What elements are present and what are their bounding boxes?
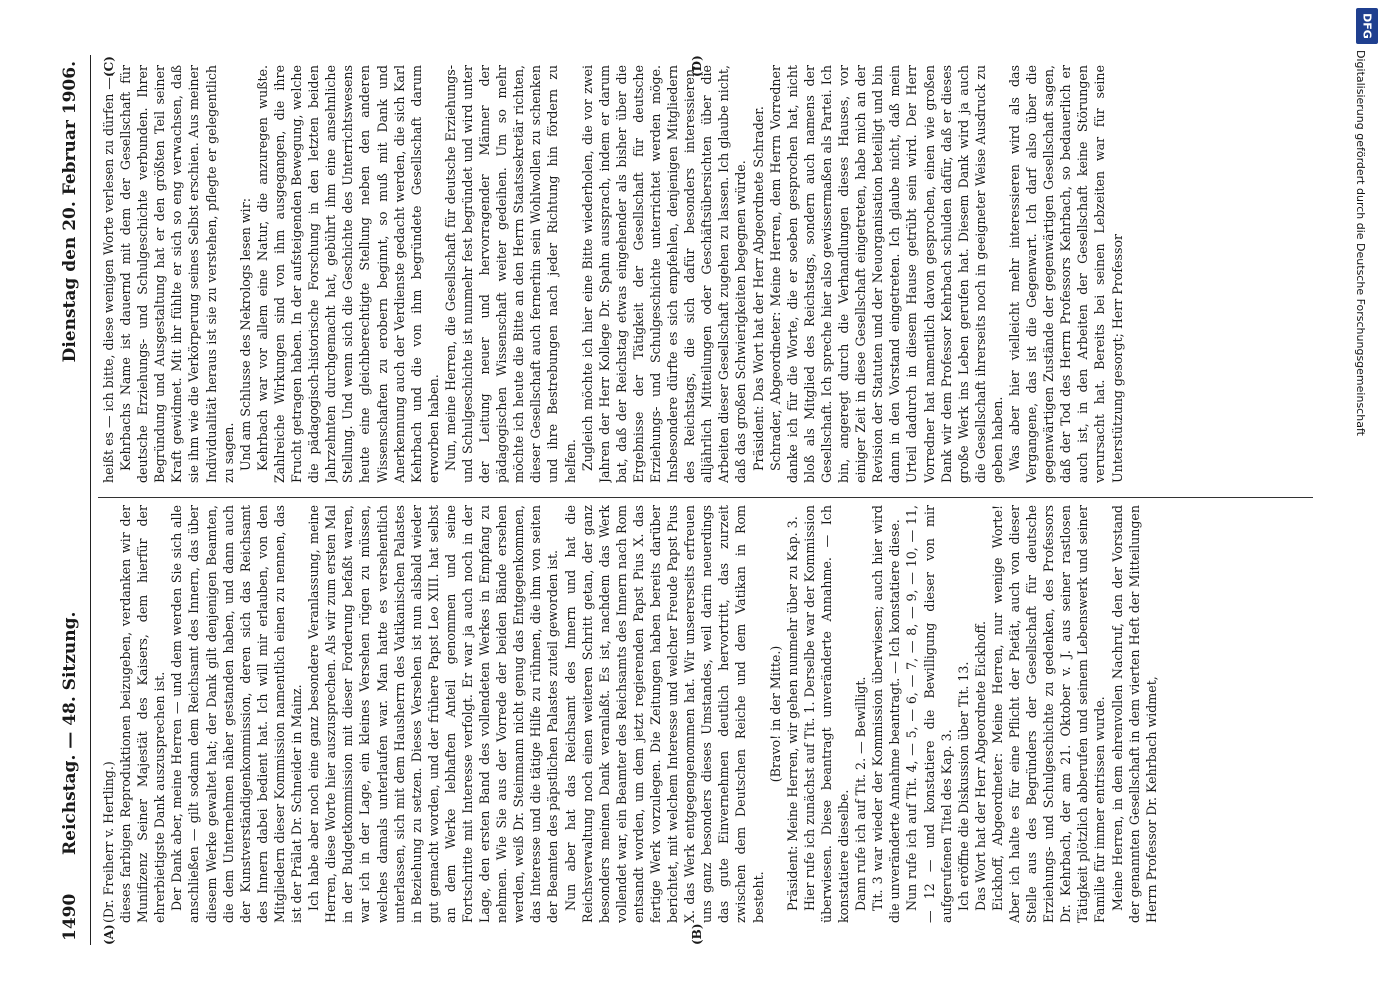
paragraph: Hier rufe ich zunächst auf Tit. 1. Derselbe war der Kommission überwiesen. Diese beantragt unveränderte Annahme. — Ich konstatiere dieselbe. [801,505,852,923]
paragraph: Was aber hier vielleicht mehr interessieren wird als das Vergangene, das ist die Gegenwart. Ich darf also über die gegenwärtigen Zustände der gegenwärtigen Gesellschaft sagen, daß der Tod des Herrn Professors Kehrbach, so bedauerlich er auch ist, in den Arbeiten der Gesellschaft keine Störungen verursacht hat. Bereits bei seinen Lebzeiten war für seine Unterstützung gesorgt; Herr Professor [1006,65,1125,483]
margin-mark-d: (D) [690,55,704,77]
paragraph: Ich eröffne die Diskussion über Tit. 13. [955,661,971,911]
president-statement: Präsident: Meine Herren, wir gehen nunmehr über zu Kap. 3. [784,516,800,911]
paragraph: Nun, meine Herren, die Gesellschaft für deutsche Erziehungs- und Schulgeschichte ist nunmehr fest begründet und wird unter der Leitung neuer und hervorragender Männer der pädagogischen Wissenschaft weiter gedeihen. Um so mehr möchte ich heute die Bitte an den Herrn Staatssekretär richten, dieser Gesellschaft auch fernerhin sein Wohlwollen zu schenken und ihre Bestrebungen nach jeder Richtung hin fördern zu helfen. [442,65,578,483]
paragraph: heißt es — ich bitte, diese wenigen Worte verlesen zu dürfen —: [101,72,116,483]
quotation: Kehrbach war vor allem eine Natur, die anzuregen wußte. Zahlreiche Wirkungen sind von ihm ausgegangen, die ihre Frucht getragen haben. In der aufsteigenden Bewegung, welche die pädagogisch-historische Forschung in den letzten beiden Jahrzehnten durchgemacht hat, gebührt ihm eine ansehnliche Stellung. Und wenn sich die Geschichte des Unterrichtswesens heute eine gleichberechtigte Stellung neben den anderen Wissenschaften zu erobern beginnt, so muß mit Dank und Anerkennung auch der Verdienste gedacht werden, die sich Karl Kehrbach und die von ihm begründete Gesellschaft darum erworben haben. [254,65,441,483]
quotation: Kehrbachs Name ist dauernd mit dem der Gesellschaft für deutsche Erziehungs- und Schulgeschichte verbunden. Ihrer Begründung und Ausgestaltung hat er den größten Teil seiner Kraft gewidmet. Mit ihr fühlte er sich so eng verwachsen, daß sie ihm wie die Verkörperung seines Selbst erschien. Aus meiner Individualität heraus ist sie zu verstehen, pflegte er gelegentlich zu sagen. [118,65,236,483]
session-date: Dienstag den 20. Februar 1906. [60,61,80,363]
paragraph: Meine Herren, in dem ehrenvollen Nachruf, den der Vorstand der genannten Gesellschaft in dem vierten Heft der Mitteilungen Herrn Professor Dr. Kehrbach widmet, [1109,505,1159,923]
speaker-statement: Eickhoff, Abgeordneter: Meine Herren, nur wenige Worte! Aber ich halte es für eine Pflicht der Pietät, auch von dieser Stelle aus des Begründers der Gesellschaft für deutsche Erziehungs- und Schulgeschichte zu gedenken, des Professors Dr. Kehrbach, der am 21. Oktober v. J. aus seiner rastlosen Tätigkeit plötzlich abberufen und seinem Lebenswerk und seiner Familie für immer entrissen wurde. [989,505,1108,923]
paragraph: Dann rufe ich auf Tit. 2. — Bewilligt. [853,676,869,911]
speaker-reference: (Dr. Freiherr v. Hertling.) [101,761,116,923]
page-number: 1490 [60,893,80,941]
scanned-page [50,55,1322,945]
interjection: (Bravo! in der Mitte.) [767,645,783,783]
paragraph: Und am Schlusse des Nekrologs lesen wir: [237,198,253,471]
paragraph: Der Dank aber, meine Herren — und dem werden Sie sich alle anschließen — gilt sodann dem Reichsamt des Innern, das über diesem Werke gewaltet hat; der Dank gilt denjenigen Beamten, die dem Unternehmen näher gestanden haben, und dann auch der Kunstverständigenkommission, deren sich das Reichsamt des Innern dabei bedient hat. Ich will mir erlauben, von den Mitgliedern dieser Kommission namentlich einen zu nennen, das ist der Prälat Dr. Schneider in Mainz. [169,505,305,923]
paragraph: Zugleich möchte ich hier eine Bitte wiederholen, die vor zwei Jahren der Herr Kollege Dr. Spahn aussprach, indem er darum bat, daß der Reichstag etwas eingehender als bisher über die Ergebnisse der Tätigkeit der Gesellschaft für deutsche Erziehungs- und Schulgeschichte unterrichtet werden möge. Insbesondere dürfte es sich empfehlen, denjenigen Mitgliedern des Reichstags, die sich dafür besonders interessieren, alljährlich Mitteilungen oder Geschäftsübersichten über die Arbeiten dieser Gesellschaft zugehen zu lassen. Ich glaube nicht, daß das großen Schwierigkeiten begegnen würde. [579,65,749,483]
paragraph: dieses farbigen Reproduktionen beizugeben, verdanken wir der Munifizenz Seiner Majestät des Kaisers, dem hierfür der ehrerbietigste Dank auszusprechen ist. [118,505,168,923]
dfg-logo-text: DFG [1360,13,1374,39]
paragraph: Das Wort hat der Herr Abgeordnete Eickhoff. [972,620,988,911]
left-column [100,505,1310,923]
paragraph: Nun rufe ich auf Tit. 4, — 5, — 6, — 7, — 8, — 9, — 10, — 11, — 12 — und konstatiere die Bewilligung dieser von mir aufgerufenen Titel des Kap. 3. [904,505,954,923]
digitization-credit: Digitalisierung gefördert durch die Deutsche Forschungsgemeinschaft [1354,50,1367,436]
scanned-page-frame [50,55,1322,945]
session-title: Reichstag. — 48. Sitzung. [60,611,80,855]
right-column [100,65,1310,483]
speaker-statement: Schrader, Abgeordneter: Meine Herren, dem Herrn Vorredner danke ich für die Worte, die er soeben gesprochen hat, nicht bloß als Mitglied des Reichstags, sondern auch namens der Gesellschaft. Ich spreche hier also gewissermaßen als Partei. Ich bin, angeregt durch die Verhandlungen dieses Hauses, vor einiger Zeit in diese Gesellschaft eingetreten, habe mich an der Revision der Statuten und der Neuorganisation beteiligt und bin dann in den Vorstand eingetreten. Ich glaube nicht, daß mein Urteil dadurch in diesem Hause getrübt sein wird. Der Herr Vorredner hat namentlich davon gesprochen, einen wie großen Dank wir dem Professor Kehrbach schulden dafür, daß er dieses große Werk ins Leben gerufen hat. Diesem Dank wird ja auch die Gesellschaft ihrerseits noch in geeigneter Weise Ausdruck zu geben haben. [767,65,1005,483]
margin-mark-c: (C) [102,56,116,77]
dfg-logo [1356,8,1378,44]
paragraph: Nun aber hat das Reichsamt des Innern und hat die Reichsverwaltung noch einen weiteren Schritt getan, der ganz besonders meinen Dank veranlaßt. Es ist, nachdem das Werk vollendet war, ein Beamter des Reichsamts des Innern nach Rom entsandt worden, um dem jetzt regierenden Papst Pius X. das fertige Werk vorzulegen. Die Zeitungen haben bereits darüber berichtet, mit welchem Interesse und welcher Freude Papst Pius X. das Werk entgegengenommen hat. Wir unsererseits erfreuen uns ganz besonders dieses Umstandes, weil darin neuerdings das gute Einvernehmen deutlich hervortritt, das zurzeit zwischen dem Deutschen Reiche und dem Vatikan in Rom besteht. [562,505,766,923]
page-header [50,55,91,945]
paragraph: Ich habe aber noch eine ganz besondere Veranlassung, meine Herren, diese Worte hier auszusprechen. Als wir zum ersten Mal in der Budgetkommission mit dieser Forderung befaßt waren, war ich in der Lage, ein kleines Versehen rügen zu müssen, welches damals unterlaufen war. Man hatte es versehentlich unterlassen, sich mit dem Hausherrn des Vatikanischen Palastes in Beziehung zu setzen. Dieses Versehen ist nun alsbald wieder gut gemacht worden, und der frühere Papst Leo XIII. hat selbst an dem Werke lebhaften Anteil genommen und seine Fortschritte mit Interesse verfolgt. Er war ja auch noch in der Lage, den ersten Band des vollendeten Werkes in Empfang zu nehmen. Wie Sie aus der Vorrede der beiden Bände ersehen werden, weiß Dr. Steinmann nicht genug das Entgegenkommen, das Interesse und die tätige Hilfe zu rühmen, die ihm von seiten der Beamten des päpstlichen Palastes zuteil geworden ist. [306,505,561,923]
paragraph: Tit. 3 war wieder der Kommission überwiesen; auch hier wird die unveränderte Annahme beantragt. — Ich konstatiere diese. [870,505,903,923]
margin-mark-a: (A) [102,924,116,945]
side-strip [1352,0,1383,1000]
column-divider [98,497,1313,498]
margin-mark-b: (B) [690,923,704,945]
president-statement: Präsident: Das Wort hat der Herr Abgeordnete Schrader. [750,106,766,471]
